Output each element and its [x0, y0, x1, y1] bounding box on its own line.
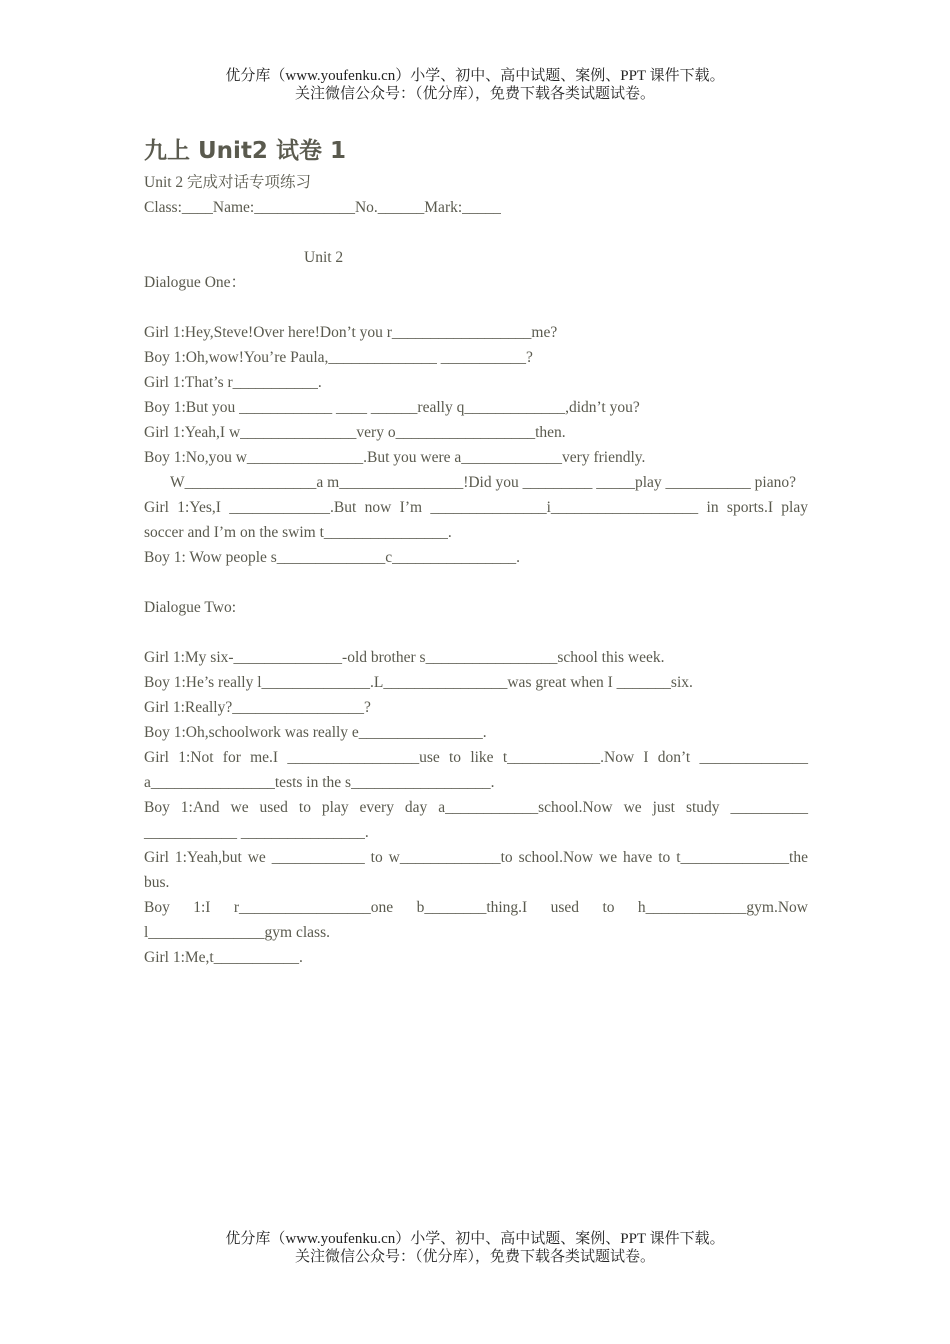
spacer	[144, 295, 808, 320]
dialogue-line: Girl 1:That’s r___________.	[144, 374, 322, 391]
page-footer	[0, 1230, 950, 1266]
dialogue-line: Boy 1:Oh,wow!You’re Paula,______________ ___________?	[144, 349, 533, 366]
dialogue-line: Girl 1:Yes,I _____________.But now I’m _______________i___________________ in sports.I play soccer and I’m on the swim t________________.	[144, 499, 808, 541]
spacer	[144, 620, 808, 645]
dialogue-line: Girl 1:Hey,Steve!Over here!Don’t you r__________________me?	[144, 324, 558, 341]
dialogue-line: Girl 1:Not for me.I _________________use to like t____________.Now I don’t ______________ a________________tests in the s__________________.	[144, 749, 808, 791]
dialogue-line: Girl 1:Me,t___________.	[144, 949, 303, 966]
dialogue-line: Girl 1:Yeah,I w_______________very o__________________then.	[144, 424, 566, 441]
header-line-2: 关注微信公众号：（优分库），免费下载各类试题试卷。	[294, 86, 655, 102]
dialogue-line: Boy 1:And we used to play every day a____________school.Now we just study __________ ____________ ________________.	[144, 799, 808, 841]
dialogue-line: Boy 1:Oh,schoolwork was really e________________.	[144, 724, 487, 741]
document-subtitle: Unit 2 完成对话专项练习	[144, 174, 312, 191]
dialogue-one	[144, 320, 808, 570]
document-title: 九上 Unit2 试卷 1	[144, 138, 346, 164]
dialogue-line: Boy 1:He’s really l______________.L________________was great when I _______six.	[144, 674, 693, 691]
dialogue-line: Girl 1:Yeah,but we ____________ to w_____________to school.Now we have to t______________the bus.	[144, 849, 808, 891]
dialogue-line: W_________________a m________________!Did you _________ _____play ___________ piano?	[170, 474, 796, 491]
dialogue-two-title: Dialogue Two:	[144, 599, 237, 616]
document-body	[144, 130, 824, 970]
dialogue-line: Boy 1:I r_________________one b________thing.I used to h_____________gym.Now l_______________gym class.	[144, 899, 824, 941]
dialogue-line: Girl 1:My six-______________-old brother s_________________school this week.	[144, 649, 665, 666]
unit-heading: Unit 2	[304, 249, 344, 266]
dialogue-one-title: Dialogue One：	[144, 274, 247, 291]
dialogue-two	[144, 645, 824, 970]
page-header	[0, 67, 950, 103]
footer-line-1: 优分库（www.youfenku.cn）小学、初中、高中试题、案例、PPT 课件下载。	[225, 1231, 725, 1247]
spacer	[144, 220, 808, 245]
student-info-line: Class:____Name:_____________No.______Mark:_____	[144, 199, 501, 216]
footer-line-2: 关注微信公众号：（优分库），免费下载各类试题试卷。	[294, 1249, 655, 1265]
dialogue-line: Boy 1: Wow people s______________c________________.	[144, 549, 521, 566]
dialogue-line: Boy 1:No,you w_______________.But you were a_____________very friendly.	[144, 449, 646, 466]
header-line-1: 优分库（www.youfenku.cn）小学、初中、高中试题、案例、PPT 课件下载。	[225, 68, 725, 84]
dialogue-line: Boy 1:But you ____________ ____ ______really q_____________,didn’t you?	[144, 399, 640, 416]
dialogue-line: Girl 1:Really?_________________?	[144, 699, 371, 716]
spacer	[144, 570, 808, 595]
